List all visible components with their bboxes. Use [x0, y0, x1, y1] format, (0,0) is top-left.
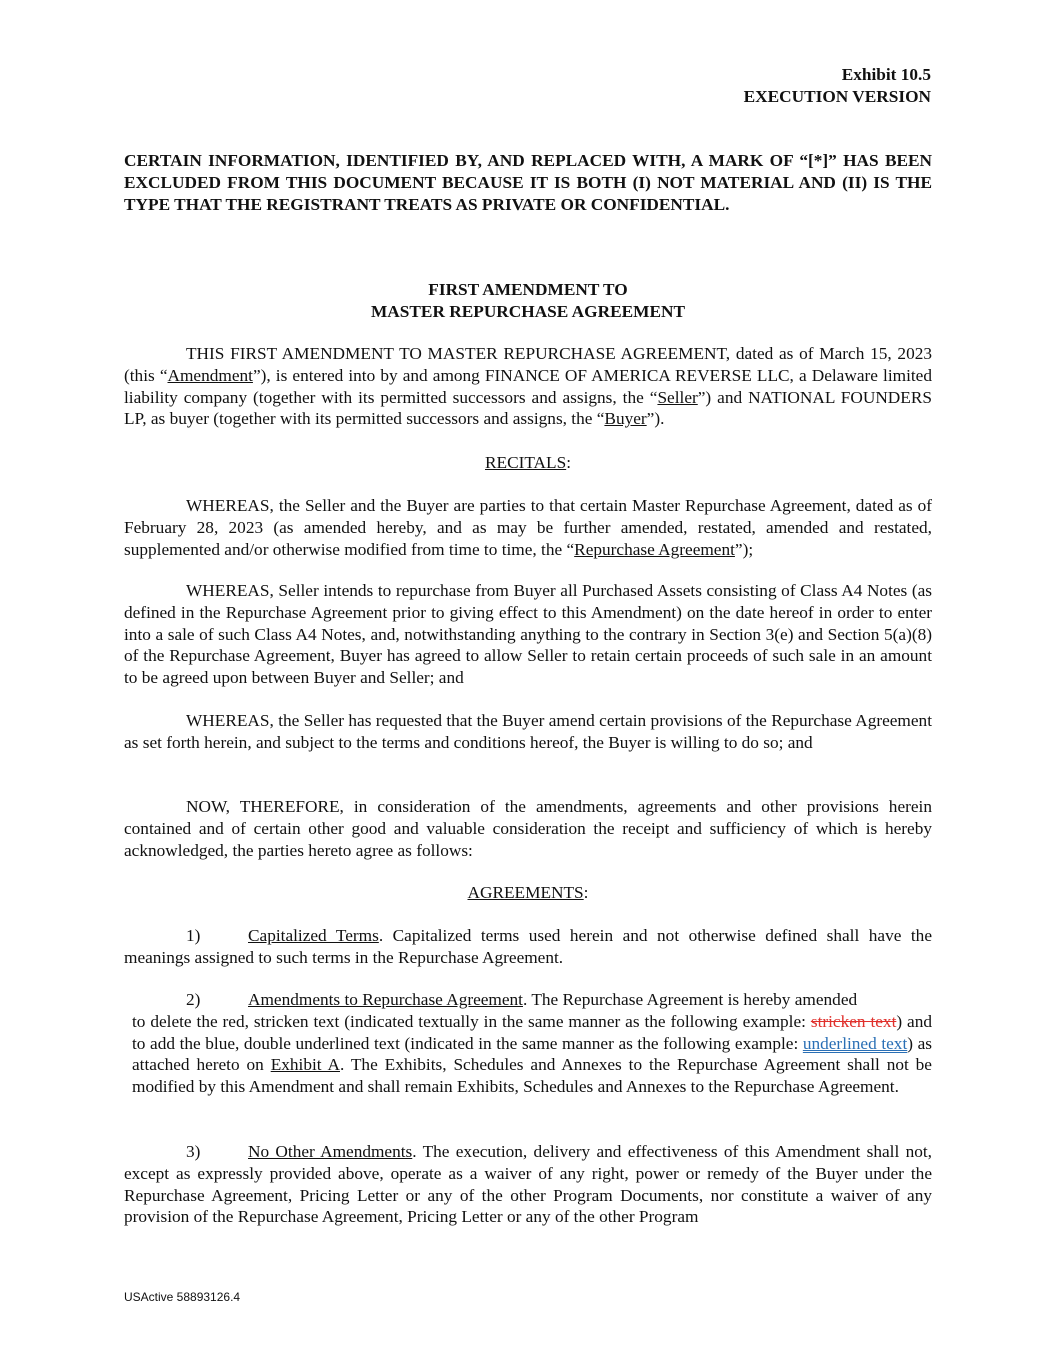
recital-whereas-2: WHEREAS, Seller intends to repurchase from Buyer all Purchased Assets consisting of Class A4 Notes (as defined in the Repurchase Agreement prior to giving effect to this Amendment) on the date hereof in order to enter into a sale of such Class A4 Notes, and, notwithstanding anything to the contrary in Section 3(e) and Section 5(a)(8) of the Repurchase Agreement, Buyer has agreed to allow Seller to retain certain proceeds of such sale in an amount to be agreed upon between Buyer and Seller; and — [124, 581, 932, 688]
intro-paragraph — [124, 343, 932, 430]
agreements-heading — [124, 882, 932, 904]
intro-text: ”). — [646, 409, 665, 429]
section-number: 3) — [186, 1142, 201, 1161]
section-text: . The execution, delivery and effectiveness of this Amendment shall not, except as expressly provided above, operate as a waiver of any right, power or remedy of the Buyer under the Repurchase Agreement, Pricing Letter or any of the other Program Documents, nor constitute a waiver of any provision of the Repurchase Agreement, Pricing Letter or any of the other Program — [124, 1142, 932, 1227]
defined-term-amendment: Amendment — [167, 365, 253, 385]
title-line-1: FIRST AMENDMENT TO — [428, 280, 628, 299]
section-3-no-other-amendments — [124, 1141, 932, 1228]
intro-text: ”), is entered into by and among FINANCE OF AMERICA REVERSE LLC, a Delaware limited liability company (together with its permitted successors and assigns, the “ — [124, 365, 932, 407]
version-label: EXECUTION VERSION — [743, 87, 931, 106]
heading-colon: : — [566, 453, 571, 472]
section-title: Capitalized Terms — [248, 926, 379, 945]
recitals-heading-text: RECITALS — [485, 453, 567, 472]
recital-text: ”); — [734, 539, 754, 559]
title-line-2: MASTER REPURCHASE AGREEMENT — [371, 302, 685, 321]
confidentiality-legend: CERTAIN INFORMATION, IDENTIFIED BY, AND REPLACED WITH, A MARK OF “[*]” HAS BEEN EXCLUDED FROM THIS DOCUMENT BECAUSE IT IS BOTH (I) NOT MATERIAL AND (II) IS THE TYPE THAT THE REGISTRANT TREATS AS PRIVATE OR CONFIDENTIAL. — [124, 151, 932, 214]
section-number: 2) — [186, 990, 201, 1009]
section-title: No Other Amendments — [248, 1142, 413, 1161]
defined-term-buyer: Buyer — [604, 409, 647, 429]
section-1-capitalized-terms — [124, 925, 932, 969]
now-therefore-paragraph: NOW, THEREFORE, in consideration of the amendments, agreements and other provisions herein contained and of certain other good and valuable consideration the receipt and sufficiency of which is hereby acknowledged, the parties hereto agree as follows: — [124, 797, 932, 860]
exhibit-a-reference: Exhibit A — [270, 1055, 340, 1075]
section-text: ) and to add the blue, double underlined text (indicated in the same manner as the following example: — [132, 1011, 932, 1053]
section-title: Amendments to Repurchase Agreement — [248, 990, 523, 1009]
stricken-text-example: stricken text — [810, 1011, 897, 1031]
section-text: . The Exhibits, Schedules and Annexes to the Repurchase Agreement shall not be modified by this Amendment and shall remain Exhibits, Schedules and Annexes to the Repurchase Agreement. — [132, 1055, 932, 1097]
recital-whereas-1 — [124, 495, 932, 560]
heading-colon: : — [583, 883, 589, 902]
recitals-heading — [124, 452, 932, 474]
document-title — [124, 279, 932, 323]
recital-text: WHEREAS, the Seller and the Buyer are parties to that certain Master Repurchase Agreement, dated as of February 28, 2023 (as amended hereby, and as may be further amended, restated, amended and restated, supplemented and/or otherwise modified from time to time, the “ — [124, 496, 932, 559]
agreements-heading-text: AGREEMENTS — [467, 883, 584, 902]
section-text: to delete the red, stricken text (indicated textually in the same manner as the following example: — [132, 1011, 811, 1031]
section-number: 1) — [186, 926, 201, 945]
section-text: . The Repurchase Agreement is hereby amended — [522, 990, 858, 1009]
underlined-text-example: underlined text — [802, 1033, 908, 1053]
section-text: ) as attached hereto on — [132, 1033, 932, 1075]
section-2-first-line — [124, 989, 932, 1011]
recital-whereas-3: WHEREAS, the Seller has requested that the Buyer amend certain provisions of the Repurchase Agreement as set forth herein, and subject to the terms and conditions hereof, the Buyer is willing to do so; and — [124, 711, 932, 752]
intro-text: THIS FIRST AMENDMENT TO MASTER REPURCHASE AGREEMENT, dated as of March 15, 2023 (this “ — [124, 344, 932, 385]
exhibit-number: Exhibit 10.5 — [841, 65, 931, 84]
document-id-footer: USActive 58893126.4 — [124, 1290, 241, 1304]
intro-text: ”) and NATIONAL FOUNDERS LP, as buyer (together with its permitted successors and assigns, the “ — [124, 387, 932, 429]
defined-term-repurchase-agreement: Repurchase Agreement — [574, 539, 735, 559]
section-2-amendments — [132, 989, 932, 1098]
exhibit-header — [744, 64, 931, 108]
defined-term-seller: Seller — [657, 387, 698, 407]
section-text: . Capitalized terms used herein and not otherwise defined shall have the meanings assigned to such terms in the Repurchase Agreement. — [124, 926, 932, 967]
